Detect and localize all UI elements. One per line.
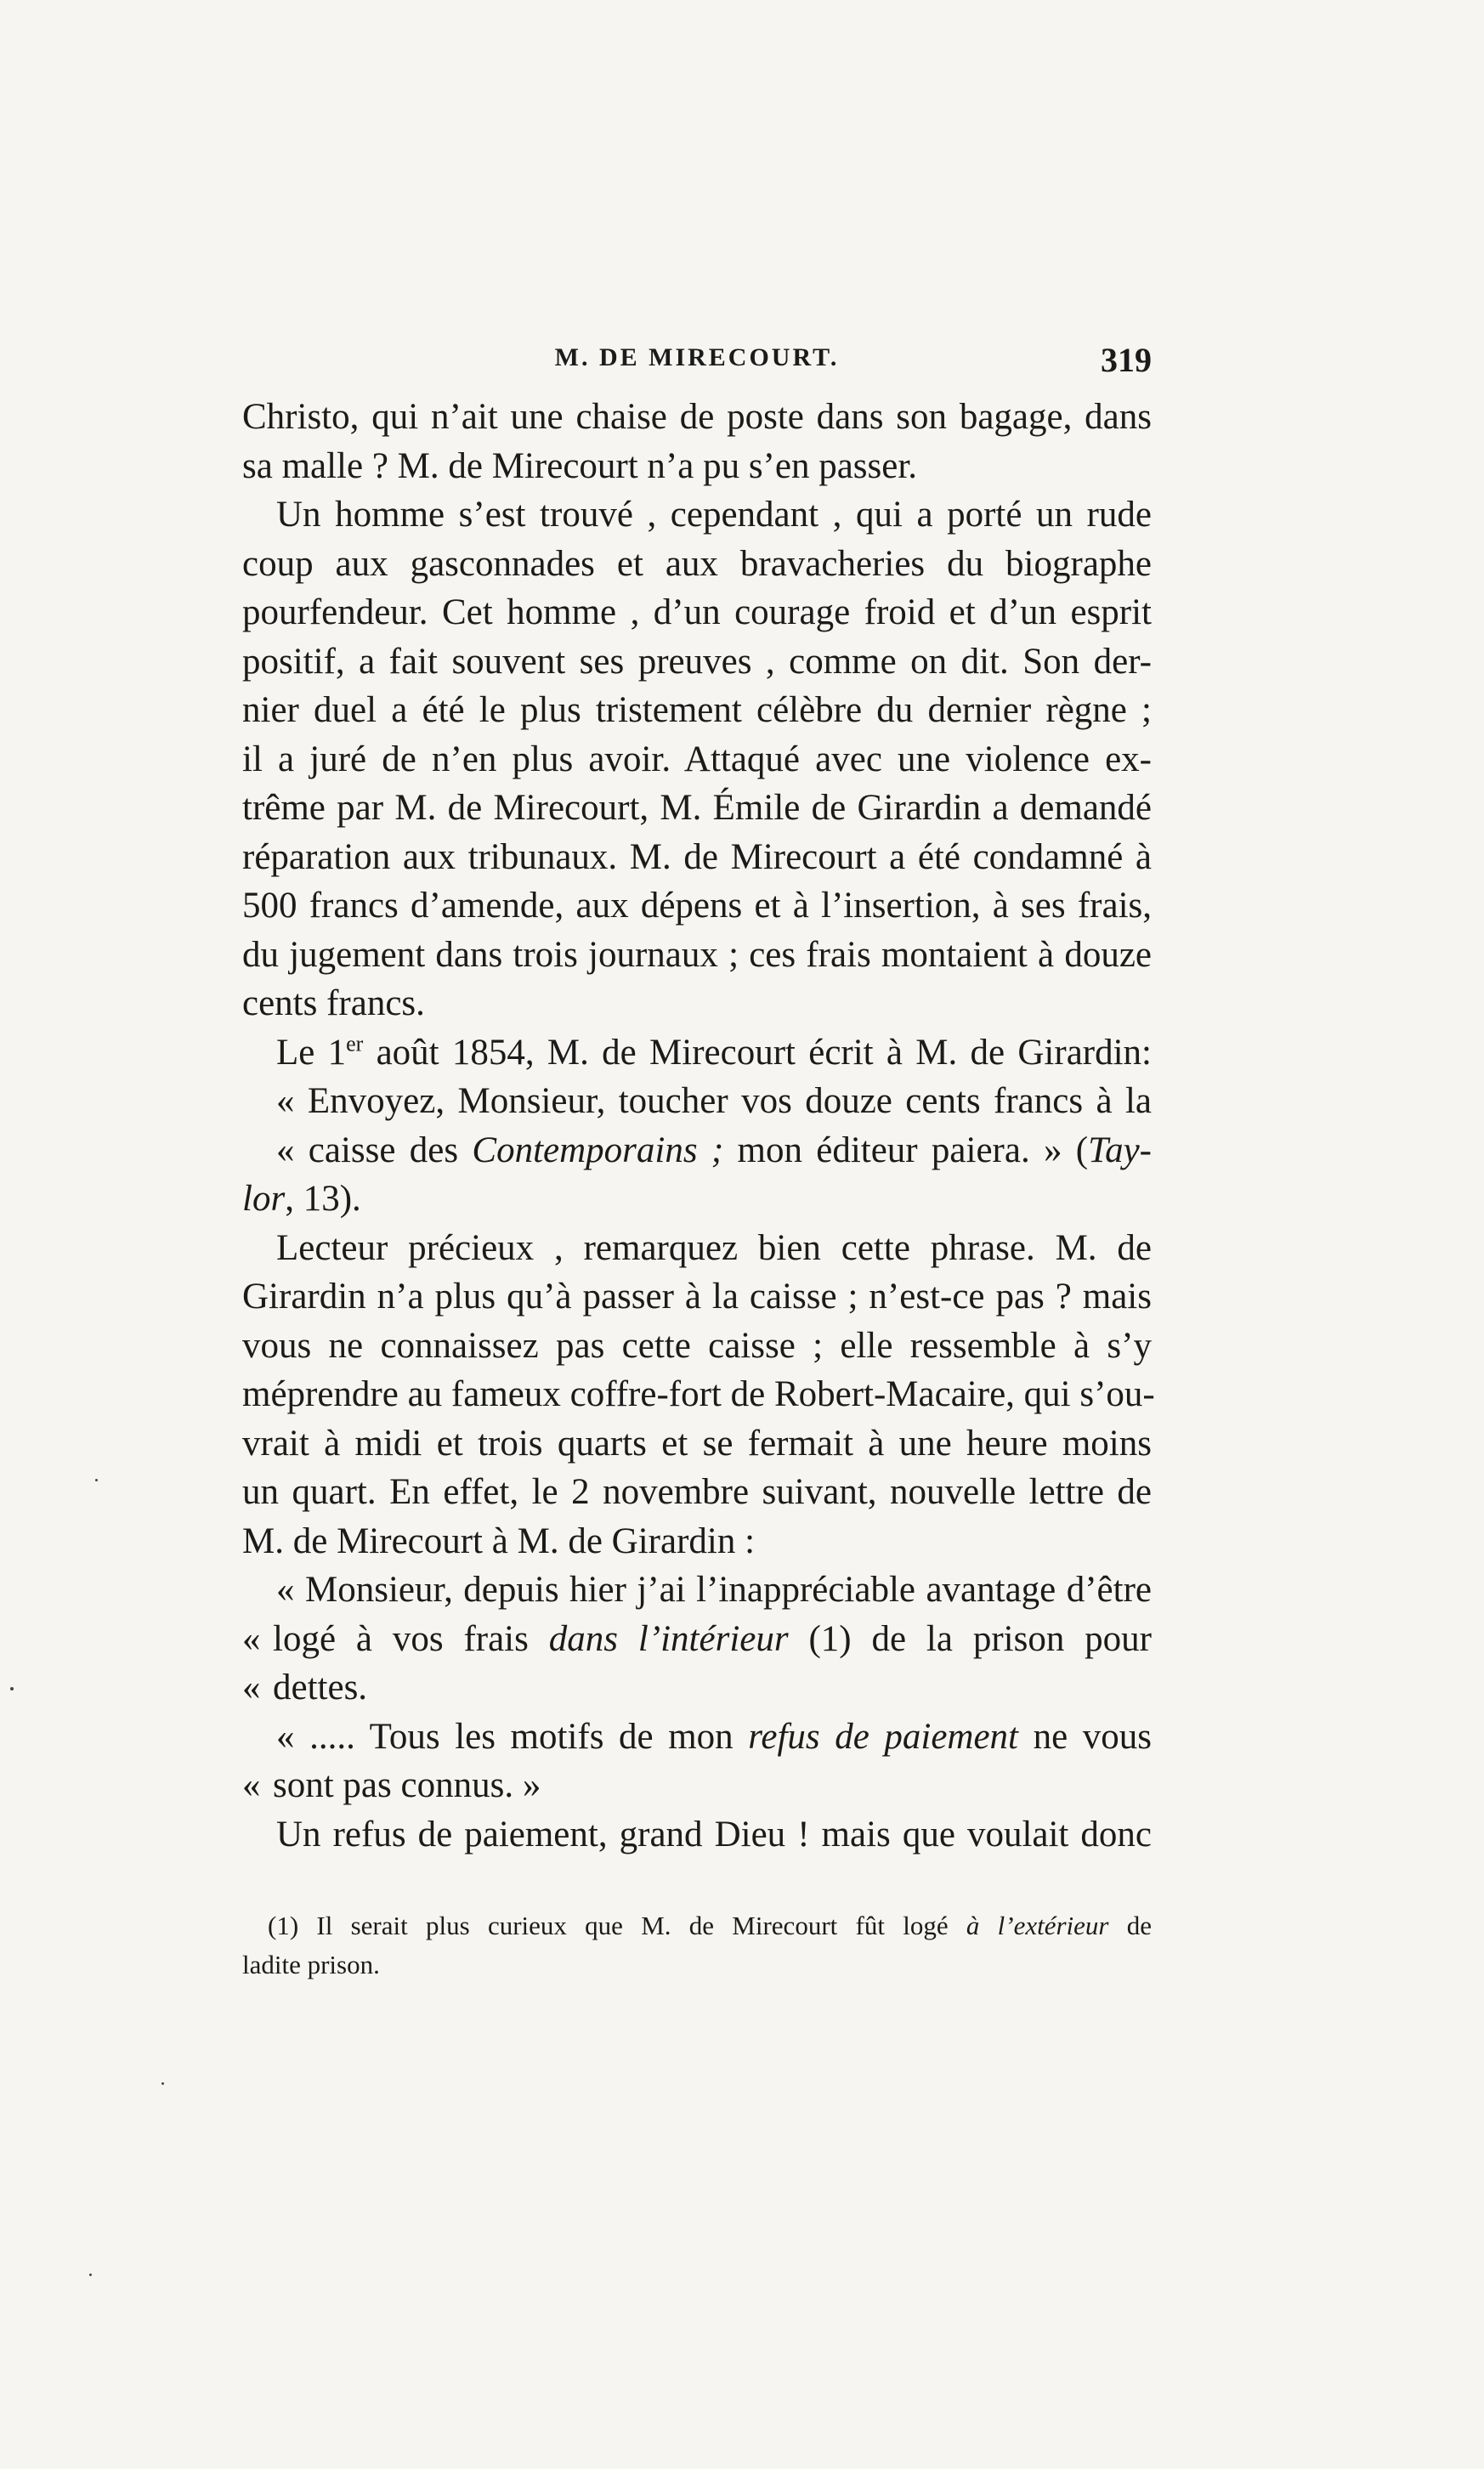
text-fragment: « ..... Tous les motifs de mon (276, 1716, 749, 1757)
text-line (242, 1663, 1152, 1713)
text-line: Christo, qui n’ait une chaise de poste dans son bagage, dans (242, 397, 1152, 437)
text-line: trême par M. de Mirecourt, M. Émile de Girardin a demandé (242, 788, 1152, 828)
quote-mark: « (242, 1618, 261, 1659)
page-speck (161, 2082, 164, 2085)
italic-author: lor (242, 1179, 286, 1219)
text-fragment: dettes. (273, 1668, 368, 1707)
page-speck (95, 1479, 98, 1481)
text-line: il a juré de n’en plus avoir. Attaqué avec une violence ex- (242, 739, 1152, 779)
text-line: nier duel a été le plus tristement célèbre du dernier règne ; (242, 690, 1152, 730)
italic-phrase: à l’extérieur (966, 1911, 1109, 1940)
italic-author: Tay- (1088, 1130, 1152, 1170)
page-number: 319 (1101, 341, 1152, 379)
italic-title: Contemporains ; (472, 1130, 724, 1170)
page-header (242, 340, 1152, 382)
text-fragment: « caisse des (276, 1130, 473, 1170)
italic-phrase: dans l’intérieur (548, 1618, 789, 1659)
text-line: « Monsieur, depuis hier j’ai l’inappréciable avantage d’être (276, 1570, 1152, 1610)
text-line: coup aux gasconnades et aux bravacheries du biographe (242, 543, 1152, 584)
superscript: er (346, 1031, 364, 1056)
text-fragment: logé à vos frais (273, 1618, 549, 1659)
text-line: sa malle ? M. de Mirecourt n’a pu s’en passer. (242, 445, 918, 486)
text-line: pourfendeur. Cet homme , d’un courage froid et d’un esprit (242, 592, 1152, 632)
text-fragment: , 13). (285, 1179, 361, 1219)
text-line (242, 1126, 1152, 1175)
text-line: vrait à midi et trois quarts et se fermait à une heure moins (242, 1423, 1152, 1464)
text-line: un quart. En effet, le 2 novembre suivant, nouvelle lettre de (242, 1472, 1152, 1512)
running-title: M. DE MIRECOURT. (554, 343, 840, 371)
quote-mark: « (242, 1765, 261, 1805)
text-line: du jugement dans trois journaux ; ces frais montaient à douze (242, 934, 1152, 975)
page-speck (89, 2274, 92, 2276)
page-speck (10, 1687, 14, 1690)
text-line: positif, a fait souvent ses preuves , comme on dit. Son der- (242, 641, 1152, 682)
text-fragment: Le 1 (276, 1032, 347, 1073)
text-line (242, 1028, 1152, 1078)
quote-mark: « (242, 1668, 261, 1707)
body-text (242, 393, 1155, 1859)
footnote (242, 1906, 1152, 1985)
text-fragment: ne vous (1018, 1716, 1152, 1757)
text-line: « Envoyez, Monsieur, toucher vos douze cents francs à la (276, 1081, 1152, 1121)
text-fragment: mon éditeur paiera. » ( (723, 1130, 1089, 1170)
text-fragment: (1) de la prison pour (788, 1618, 1153, 1659)
text-line (242, 1761, 1152, 1810)
text-fragment: sont pas connus. » (273, 1765, 541, 1805)
text-line: méprendre au fameux coffre-fort de Robert-Macaire, qui s’ou- (242, 1374, 1155, 1414)
text-line: Girardin n’a plus qu’à passer à la caisse ; n’est-ce pas ? mais (242, 1277, 1152, 1317)
text-line: 500 francs d’amende, aux dépens et à l’insertion, à ses frais, (242, 886, 1152, 926)
text-line: réparation aux tribunaux. M. de Mirecourt a été condamné à (242, 836, 1152, 877)
text-line (242, 1713, 1152, 1762)
text-line: M. de Mirecourt à M. de Girardin : (242, 1520, 756, 1561)
italic-phrase: refus de paiement (748, 1716, 1019, 1757)
text-fragment: août 1854, M. de Mirecourt écrit à M. de Girardin: (363, 1032, 1152, 1073)
text-fragment: de (1108, 1911, 1152, 1940)
text-line: Un homme s’est trouvé , cependant , qui a porté un rude (276, 495, 1152, 535)
text-line: vous ne connaissez pas cette caisse ; elle ressemble à s’y (242, 1325, 1152, 1366)
text-line: Lecteur précieux , remarquez bien cette phrase. M. de (276, 1227, 1152, 1268)
footnote-line (242, 1906, 1152, 1945)
text-line: Un refus de paiement, grand Dieu ! mais que voulait donc (276, 1814, 1152, 1855)
text-fragment: (1) Il serait plus curieux que M. de Mirecourt fût logé (268, 1911, 966, 1940)
text-line: cents francs. (242, 983, 425, 1023)
text-line (242, 1615, 1152, 1664)
footnote-line: ladite prison. (242, 1950, 380, 1979)
text-line (242, 1175, 1152, 1224)
